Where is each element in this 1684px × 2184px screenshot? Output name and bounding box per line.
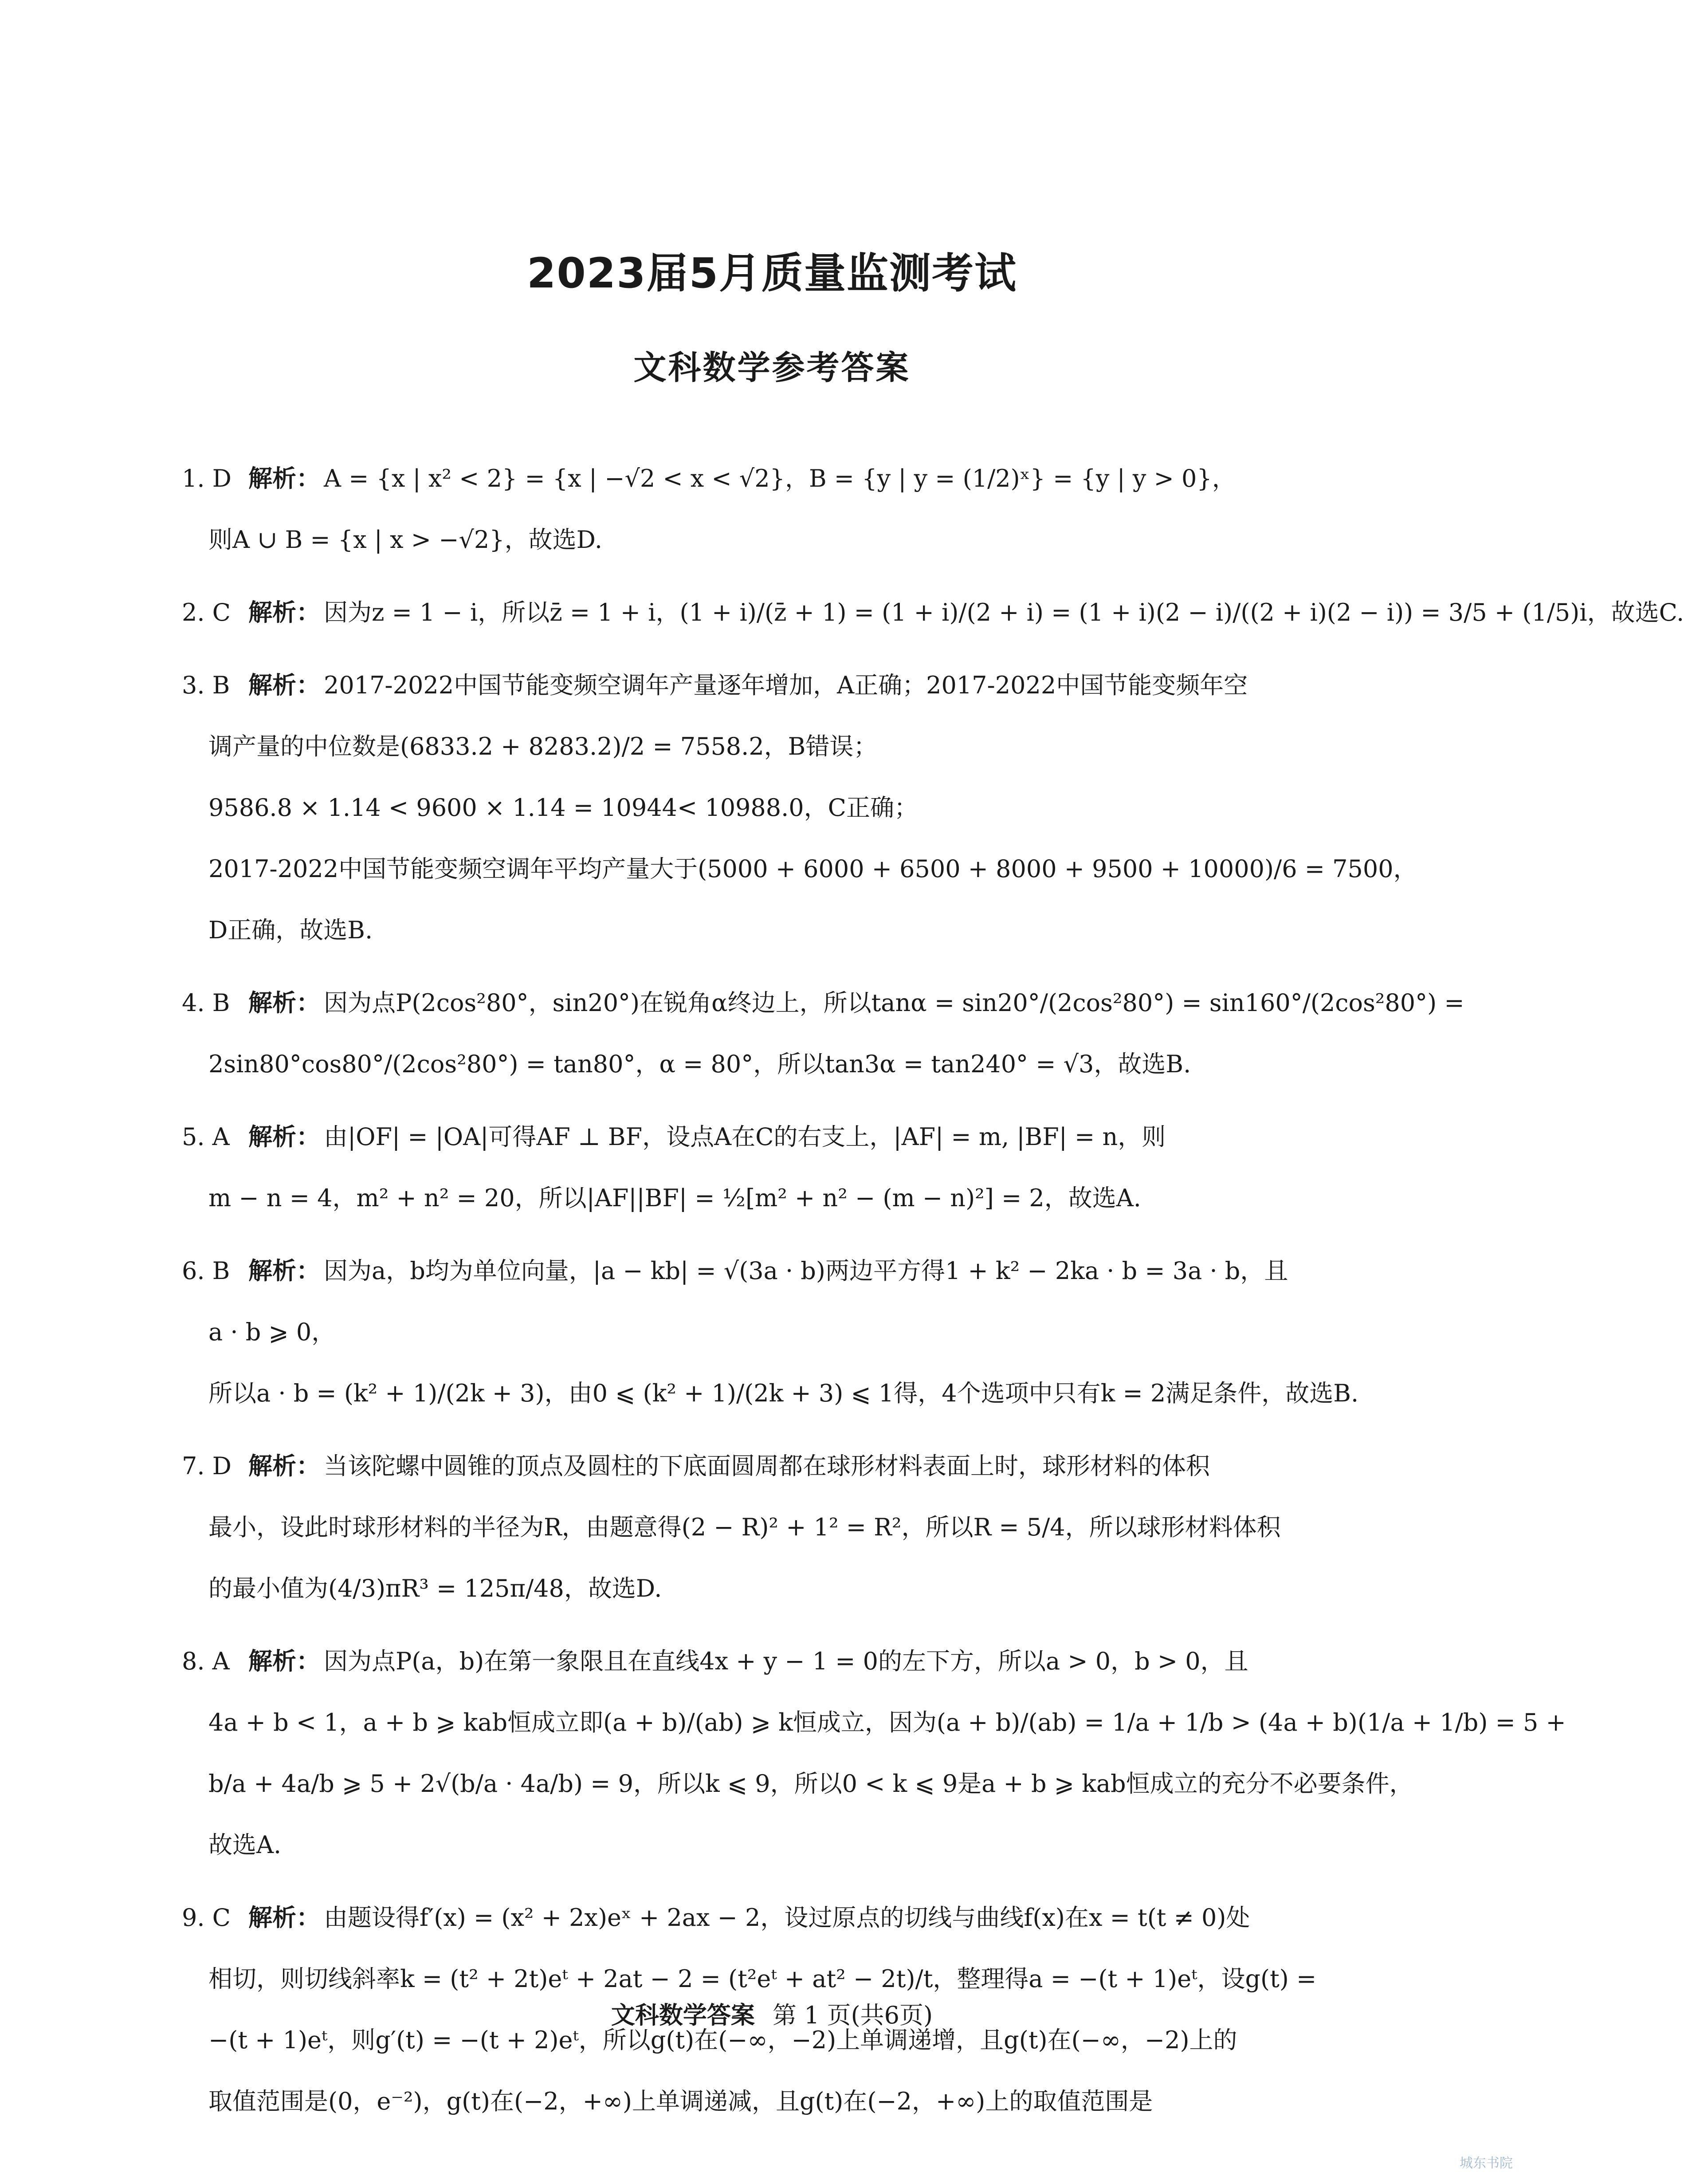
answer-line xyxy=(182,838,1417,900)
answer-text: 调产量的中位数是(6833.2 + 8283.2)/2 = 7558.2，B错误； xyxy=(208,732,878,760)
answer-text: b/a + 4a/b ⩾ 5 + 2√(b/a · 4a/b) = 9，所以k ⩽ 9，所以0 < k ⩽ 9是a + b ⩾ kab恒成立的充分不必要条件， xyxy=(208,1770,1413,1798)
answer-text: a · b ⩾ 0， xyxy=(208,1318,336,1346)
analysis-label: 解析： xyxy=(248,1904,320,1932)
answer-text: 当该陀螺中圆锥的顶点及圆柱的下底面圆周都在球形材料表面上时，球形材料的体积 xyxy=(324,1452,1210,1480)
answer-item xyxy=(182,1240,1362,1424)
answer-text: D正确，故选B. xyxy=(208,916,373,944)
answer-line xyxy=(182,1753,1413,1814)
answer-text: −(t + 1)eᵗ，则g′(t) = −(t + 2)eᵗ，所以g(t)在(−∞，−2)上单调递增，且g(t)在(−∞，−2)上的 xyxy=(208,2026,1237,2054)
answer-line xyxy=(182,655,1362,716)
answer-text: m − n = 4，m² + n² = 20，所以|AF||BF| = ½[m² + n² − (m − n)²] = 2，故选A. xyxy=(208,1184,1141,1212)
answer-item xyxy=(182,1106,1362,1229)
answer-number: 2. C xyxy=(182,598,231,626)
answer-line xyxy=(182,1436,1362,1497)
answer-line xyxy=(182,900,1362,961)
answer-number: 1. D xyxy=(182,464,232,492)
answer-line xyxy=(182,582,1684,643)
answer-line xyxy=(182,777,1362,838)
footer-page-number: 第 1 页(共6页) xyxy=(772,2001,933,2029)
answer-text: A = {x | x² < 2} = {x | −√2 < x < √2}，B = {y | y = (1/2)ˣ} = {y | y > 0}， xyxy=(324,464,1236,492)
answer-number: 7. D xyxy=(182,1452,232,1480)
answer-text: 因为点P(a，b)在第一象限且在直线4x + y − 1 = 0的左下方，所以a > 0，b > 0，且 xyxy=(324,1647,1248,1675)
page-title: 2023届5月质量监测考试 xyxy=(526,249,1017,298)
answer-line xyxy=(182,1302,1362,1363)
answer-item xyxy=(182,1631,1566,1876)
answer-line xyxy=(182,1106,1362,1168)
answer-text: 2sin80°cos80°/(2cos²80°) = tan80°，α = 80°，所以tan3α = tan240° = √3，故选B. xyxy=(208,1050,1191,1078)
answer-number: 4. B xyxy=(182,989,230,1017)
analysis-label: 解析： xyxy=(248,989,320,1017)
analysis-label: 解析： xyxy=(248,1647,320,1675)
answer-line xyxy=(182,1168,1362,1229)
answer-line xyxy=(182,1814,1362,1876)
answer-text: 则A ∪ B = {x | x > −√2}，故选D. xyxy=(208,526,603,554)
answer-text: 相切，则切线斜率k = (t² + 2t)eᵗ + 2at − 2 = (t²eᵗ + at² − 2t)/t，整理得a = −(t + 1)eᵗ，设g(t) = xyxy=(208,1965,1317,1993)
answer-text: 由|OF| = |OA|可得AF ⊥ BF，设点A在C的右支上，|AF| = m, |BF| = n，则 xyxy=(324,1123,1166,1151)
answer-item xyxy=(182,972,1464,1095)
answer-line xyxy=(182,1034,1362,1095)
answer-text: 的最小值为(4/3)πR³ = 125π/48，故选D. xyxy=(208,1574,662,1602)
analysis-label: 解析： xyxy=(248,671,320,699)
answer-line xyxy=(182,1631,1362,1692)
answer-line xyxy=(182,509,1362,571)
answer-line xyxy=(182,1240,1362,1302)
answer-text: 故选A. xyxy=(208,1831,282,1859)
answer-line xyxy=(182,2071,1362,2132)
answer-text: 2017-2022中国节能变频空调年平均产量大于(5000 + 6000 + 6500 + 8000 + 9500 + 10000)/6 = 7500， xyxy=(208,855,1417,883)
answer-line xyxy=(182,972,1464,1034)
answer-number: 8. A xyxy=(182,1647,230,1675)
answer-line xyxy=(182,1497,1362,1558)
answer-text: 因为z = 1 − i，所以z̄ = 1 + i，(1 + i)/(z̄ + 1) = (1 + i)/(2 + i) = (1 + i)(2 − i)/((2 + i)(2 − i)) = 3/5 + (1/5)i，故选C. xyxy=(324,598,1684,626)
page-footer xyxy=(0,1996,1544,2031)
answer-line xyxy=(182,1887,1362,1948)
page-subtitle: 文科数学参考答案 xyxy=(633,349,911,387)
analysis-label: 解析： xyxy=(248,598,320,626)
answer-list xyxy=(182,448,1684,2144)
answer-item xyxy=(182,582,1684,643)
analysis-label: 解析： xyxy=(248,1123,320,1151)
answer-number: 3. B xyxy=(182,671,230,699)
answer-number: 6. B xyxy=(182,1257,230,1285)
answer-line xyxy=(182,716,1362,777)
answer-item xyxy=(182,1436,1362,1619)
answer-line xyxy=(182,1363,1362,1424)
answer-line xyxy=(182,1692,1566,1753)
answer-line xyxy=(182,448,1362,509)
watermark-logo: 城东书院 xyxy=(1460,2156,1513,2171)
answer-text: 因为点P(2cos²80°，sin20°)在锐角α终边上，所以tanα = sin20°/(2cos²80°) = sin160°/(2cos²80°) = xyxy=(324,989,1464,1017)
answer-number: 9. C xyxy=(182,1904,231,1932)
answer-text: 因为a，b均为单位向量，|a − kb| = √(3a · b)两边平方得1 + k² − 2ka · b = 3a · b，且 xyxy=(324,1257,1288,1285)
analysis-label: 解析： xyxy=(248,1452,320,1480)
answer-text: 2017-2022中国节能变频空调年产量逐年增加，A正确；2017-2022中国节能变频年空 xyxy=(324,671,1248,699)
answer-text: 由题设得f′(x) = (x² + 2x)eˣ + 2ax − 2，设过原点的切线与曲线f(x)在x = t(t ≠ 0)处 xyxy=(324,1904,1250,1932)
answer-number: 5. A xyxy=(182,1123,230,1151)
analysis-label: 解析： xyxy=(248,1257,320,1285)
answer-item xyxy=(182,655,1417,961)
answer-item xyxy=(182,448,1362,571)
answer-text: 9586.8 × 1.14 < 9600 × 1.14 = 10944< 10988.0，C正确； xyxy=(208,794,918,822)
answer-line xyxy=(182,1558,1362,1619)
footer-subject: 文科数学答案 xyxy=(611,2001,755,2029)
answer-text: 最小，设此时球形材料的半径为R，由题意得(2 − R)² + 1² = R²，所以R = 5/4，所以球形材料体积 xyxy=(208,1513,1281,1541)
analysis-label: 解析： xyxy=(248,464,320,492)
answer-text: 所以a · b = (k² + 1)/(2k + 3)，由0 ⩽ (k² + 1)/(2k + 3) ⩽ 1得，4个选项中只有k = 2满足条件，故选B. xyxy=(208,1379,1359,1407)
answer-text: 取值范围是(0，e⁻²)，g(t)在(−2，+∞)上单调递减，且g(t)在(−2，+∞)上的取值范围是 xyxy=(208,2087,1153,2115)
answer-text: 4a + b < 1，a + b ⩾ kab恒成立即(a + b)/(ab) ⩾ k恒成立，因为(a + b)/(ab) = 1/a + 1/b > (4a + b)(1/a + 1/b) = 5 + xyxy=(208,1708,1566,1736)
